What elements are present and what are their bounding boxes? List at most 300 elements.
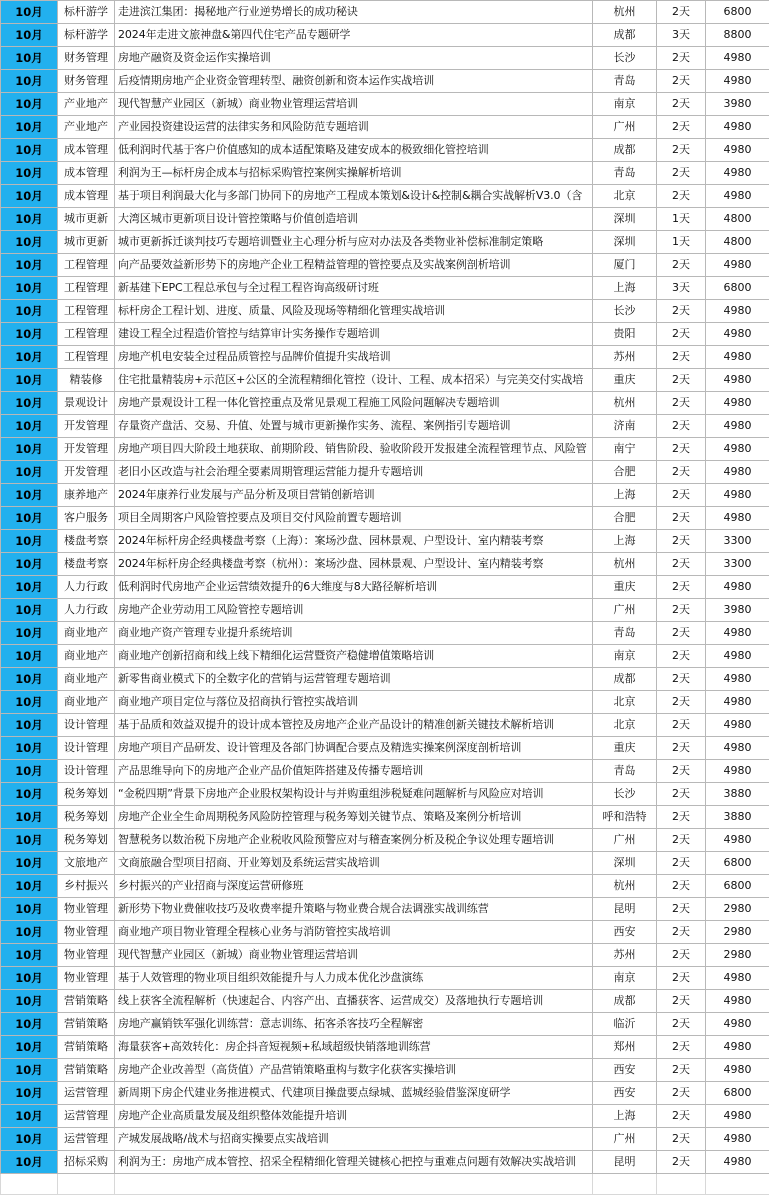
course-title-cell[interactable]: 商业地产项目物业管理全程核心业务与消防管控实战培训 [115,921,593,944]
category-cell[interactable]: 设计管理 [58,714,115,737]
month-cell[interactable]: 10月 [1,714,58,737]
table-row[interactable] [1,668,769,691]
table-row[interactable] [1,806,769,829]
duration-cell[interactable]: 2天 [657,875,706,898]
city-cell[interactable]: 成都 [593,24,657,47]
city-cell[interactable]: 上海 [593,530,657,553]
category-cell[interactable]: 物业管理 [58,967,115,990]
category-cell[interactable]: 成本管理 [58,185,115,208]
table-row[interactable] [1,24,769,47]
category-cell[interactable]: 产业地产 [58,93,115,116]
price-cell[interactable]: 4800 [706,231,769,254]
city-cell[interactable]: 西安 [593,921,657,944]
table-row[interactable] [1,1036,769,1059]
table-row[interactable] [1,599,769,622]
month-cell[interactable]: 10月 [1,93,58,116]
price-cell[interactable]: 4980 [706,668,769,691]
city-cell[interactable]: 昆明 [593,898,657,921]
course-title-cell[interactable]: 房地产企业全生命周期税务风险防控管理与税务筹划关键节点、策略及案例分析培训 [115,806,593,829]
course-title-cell[interactable]: 现代智慧产业园区（新城）商业物业管理运营培训 [115,93,593,116]
month-cell[interactable]: 10月 [1,162,58,185]
city-cell[interactable]: 北京 [593,691,657,714]
course-title-cell[interactable]: 基于品质和效益双提升的设计成本管控及房地产企业产品设计的精准创新关键技术解析培训 [115,714,593,737]
city-cell[interactable]: 苏州 [593,944,657,967]
table-row[interactable] [1,760,769,783]
city-cell[interactable]: 广州 [593,1128,657,1151]
price-cell[interactable]: 3300 [706,530,769,553]
course-title-cell[interactable]: 基于项目利润最大化与多部门协同下的房地产工程成本策划&设计&控制&耦合实战解析V3.0（含 [115,185,593,208]
price-cell[interactable]: 4980 [706,47,769,70]
month-cell[interactable]: 10月 [1,116,58,139]
category-cell[interactable]: 城市更新 [58,208,115,231]
table-row[interactable] [1,415,769,438]
month-cell[interactable]: 10月 [1,737,58,760]
table-row[interactable] [1,139,769,162]
duration-cell[interactable]: 2天 [657,806,706,829]
price-cell[interactable]: 4980 [706,185,769,208]
city-cell[interactable]: 青岛 [593,162,657,185]
table-row[interactable] [1,553,769,576]
course-title-cell[interactable]: 新形势下物业费催收技巧及收费率提升策略与物业费合规合法调涨实战训练营 [115,898,593,921]
category-cell[interactable]: 标杆游学 [58,1,115,24]
duration-cell[interactable]: 2天 [657,300,706,323]
duration-cell[interactable]: 2天 [657,47,706,70]
category-cell[interactable]: 楼盘考察 [58,553,115,576]
course-title-cell[interactable]: 存量资产盘活、交易、升值、处置与城市更新操作实务、流程、案例指引专题培训 [115,415,593,438]
month-cell[interactable]: 10月 [1,944,58,967]
table-row[interactable] [1,875,769,898]
duration-cell[interactable]: 2天 [657,438,706,461]
duration-cell[interactable]: 2天 [657,484,706,507]
table-row[interactable] [1,944,769,967]
city-cell[interactable]: 合肥 [593,461,657,484]
price-cell[interactable]: 2980 [706,944,769,967]
duration-cell[interactable]: 2天 [657,783,706,806]
course-title-cell[interactable]: 2024年走进文旅神盘&第四代住宅产品专题研学 [115,24,593,47]
table-row[interactable] [1,622,769,645]
course-title-cell[interactable]: 线上获客全流程解析（快速起合、内容产出、直播获客、运营成交）及落地执行专题培训 [115,990,593,1013]
category-cell[interactable]: 物业管理 [58,944,115,967]
category-cell[interactable]: 工程管理 [58,277,115,300]
month-cell[interactable]: 10月 [1,645,58,668]
category-cell[interactable]: 税务筹划 [58,829,115,852]
price-cell[interactable]: 4980 [706,507,769,530]
category-cell[interactable]: 开发管理 [58,438,115,461]
price-cell[interactable]: 4980 [706,484,769,507]
course-title-cell[interactable]: 房地产企业改善型（高货值）产品营销策略重构与数字化获客实操培训 [115,1059,593,1082]
table-row[interactable] [1,70,769,93]
price-cell[interactable]: 3980 [706,599,769,622]
category-cell[interactable]: 产业地产 [58,116,115,139]
price-cell[interactable]: 4980 [706,576,769,599]
month-cell[interactable]: 10月 [1,1128,58,1151]
duration-cell[interactable]: 3天 [657,24,706,47]
course-title-cell[interactable]: 向产品要效益新形势下的房地产企业工程精益管理的管控要点及实战案例剖析培训 [115,254,593,277]
category-cell[interactable]: 物业管理 [58,898,115,921]
duration-cell[interactable]: 2天 [657,829,706,852]
category-cell[interactable]: 运营管理 [58,1082,115,1105]
category-cell[interactable]: 精装修 [58,369,115,392]
category-cell[interactable]: 营销策略 [58,1059,115,1082]
price-cell[interactable]: 4980 [706,116,769,139]
month-cell[interactable]: 10月 [1,806,58,829]
month-cell[interactable]: 10月 [1,1105,58,1128]
city-cell[interactable]: 西安 [593,1059,657,1082]
month-cell[interactable]: 10月 [1,530,58,553]
table-row[interactable] [1,300,769,323]
category-cell[interactable]: 标杆游学 [58,24,115,47]
month-cell[interactable]: 10月 [1,829,58,852]
duration-cell[interactable]: 2天 [657,898,706,921]
duration-cell[interactable]: 2天 [657,369,706,392]
price-cell[interactable]: 4980 [706,967,769,990]
table-row[interactable] [1,461,769,484]
duration-cell[interactable]: 2天 [657,576,706,599]
category-cell[interactable]: 文旅地产 [58,852,115,875]
price-cell[interactable]: 4980 [706,1151,769,1174]
price-cell[interactable]: 4980 [706,70,769,93]
price-cell[interactable]: 4980 [706,714,769,737]
table-row[interactable] [1,783,769,806]
course-title-cell[interactable]: 房地产赢销铁军强化训练营：意志训练、拓客杀客技巧全程解密 [115,1013,593,1036]
price-cell[interactable]: 4980 [706,1128,769,1151]
month-cell[interactable]: 10月 [1,898,58,921]
month-cell[interactable]: 10月 [1,599,58,622]
duration-cell[interactable]: 2天 [657,323,706,346]
category-cell[interactable]: 运营管理 [58,1105,115,1128]
table-row[interactable] [1,898,769,921]
table-row[interactable] [1,277,769,300]
table-row[interactable] [1,990,769,1013]
price-cell[interactable]: 4980 [706,346,769,369]
month-cell[interactable]: 10月 [1,576,58,599]
month-cell[interactable]: 10月 [1,507,58,530]
city-cell[interactable]: 南宁 [593,438,657,461]
course-title-cell[interactable]: 项目全周期客户风险管控要点及项目交付风险前置专题培训 [115,507,593,530]
table-row[interactable] [1,530,769,553]
duration-cell[interactable]: 2天 [657,1151,706,1174]
duration-cell[interactable]: 1天 [657,208,706,231]
month-cell[interactable]: 10月 [1,760,58,783]
month-cell[interactable]: 10月 [1,415,58,438]
duration-cell[interactable]: 2天 [657,691,706,714]
price-cell[interactable]: 4980 [706,369,769,392]
city-cell[interactable]: 广州 [593,599,657,622]
month-cell[interactable]: 10月 [1,392,58,415]
price-cell[interactable]: 4980 [706,461,769,484]
table-row[interactable] [1,185,769,208]
price-cell[interactable]: 2980 [706,921,769,944]
price-cell[interactable]: 6800 [706,1082,769,1105]
duration-cell[interactable]: 2天 [657,116,706,139]
category-cell[interactable]: 客户服务 [58,507,115,530]
duration-cell[interactable]: 2天 [657,392,706,415]
category-cell[interactable]: 营销策略 [58,990,115,1013]
duration-cell[interactable]: 2天 [657,461,706,484]
course-title-cell[interactable]: “金税四期”背景下房地产企业股权架构设计与并购重组涉税疑难问题解析与风险应对培训 [115,783,593,806]
duration-cell[interactable]: 2天 [657,990,706,1013]
table-row[interactable] [1,507,769,530]
duration-cell[interactable]: 2天 [657,1013,706,1036]
price-cell[interactable]: 3300 [706,553,769,576]
course-title-cell[interactable]: 房地产企业高质量发展及组织整体效能提升培训 [115,1105,593,1128]
price-cell[interactable]: 4980 [706,645,769,668]
empty-cell[interactable] [593,1174,657,1195]
price-cell[interactable]: 4980 [706,622,769,645]
category-cell[interactable]: 成本管理 [58,139,115,162]
price-cell[interactable]: 4980 [706,392,769,415]
city-cell[interactable]: 深圳 [593,852,657,875]
category-cell[interactable]: 工程管理 [58,300,115,323]
duration-cell[interactable]: 2天 [657,1082,706,1105]
category-cell[interactable]: 楼盘考察 [58,530,115,553]
category-cell[interactable]: 设计管理 [58,760,115,783]
table-row[interactable] [1,116,769,139]
empty-cell[interactable] [706,1174,769,1195]
course-title-cell[interactable]: 建设工程全过程造价管控与结算审计实务操作专题培训 [115,323,593,346]
city-cell[interactable]: 南京 [593,93,657,116]
month-cell[interactable]: 10月 [1,484,58,507]
duration-cell[interactable]: 2天 [657,599,706,622]
duration-cell[interactable]: 2天 [657,1036,706,1059]
price-cell[interactable]: 3880 [706,783,769,806]
category-cell[interactable]: 税务筹划 [58,806,115,829]
course-title-cell[interactable]: 乡村振兴的产业招商与深度运营研修班 [115,875,593,898]
month-cell[interactable]: 10月 [1,668,58,691]
category-cell[interactable]: 运营管理 [58,1128,115,1151]
empty-row[interactable] [1,1174,769,1195]
month-cell[interactable]: 10月 [1,24,58,47]
month-cell[interactable]: 10月 [1,1082,58,1105]
city-cell[interactable]: 上海 [593,484,657,507]
table-row[interactable] [1,737,769,760]
price-cell[interactable]: 4980 [706,829,769,852]
course-title-cell[interactable]: 房地产项目四大阶段土地获取、前期阶段、销售阶段、验收阶段开发报建全流程管理节点、风险管 [115,438,593,461]
month-cell[interactable]: 10月 [1,139,58,162]
month-cell[interactable]: 10月 [1,461,58,484]
city-cell[interactable]: 重庆 [593,369,657,392]
category-cell[interactable]: 景观设计 [58,392,115,415]
empty-cell[interactable] [58,1174,115,1195]
table-row[interactable] [1,645,769,668]
course-title-cell[interactable]: 2024年康养行业发展与产品分析及项目营销创新培训 [115,484,593,507]
course-title-cell[interactable]: 住宅批量精装房+示范区+公区的全流程精细化管控（设计、工程、成本招采）与完美交付实战培 [115,369,593,392]
city-cell[interactable]: 苏州 [593,346,657,369]
course-title-cell[interactable]: 低利润时代房地产企业运营绩效提升的6大维度与8大路径解析培训 [115,576,593,599]
city-cell[interactable]: 呼和浩特 [593,806,657,829]
table-row[interactable] [1,691,769,714]
duration-cell[interactable]: 2天 [657,1105,706,1128]
course-title-cell[interactable]: 产品思维导向下的房地产企业产品价值矩阵搭建及传播专题培训 [115,760,593,783]
duration-cell[interactable]: 2天 [657,967,706,990]
course-title-cell[interactable]: 利润为王：房地产成本管控、招采全程精细化管理关键核心把控与重难点问题有效解决实战培训 [115,1151,593,1174]
category-cell[interactable]: 开发管理 [58,461,115,484]
course-title-cell[interactable]: 海量获客+高效转化：房企抖音短视频+私域超级快销落地训练营 [115,1036,593,1059]
city-cell[interactable]: 郑州 [593,1036,657,1059]
course-title-cell[interactable]: 房地产项目产品研发、设计管理及各部门协调配合要点及精选实操案例深度剖析培训 [115,737,593,760]
table-row[interactable] [1,484,769,507]
table-row[interactable] [1,1082,769,1105]
duration-cell[interactable]: 2天 [657,921,706,944]
table-row[interactable] [1,231,769,254]
price-cell[interactable]: 4980 [706,323,769,346]
table-row[interactable] [1,254,769,277]
category-cell[interactable]: 设计管理 [58,737,115,760]
city-cell[interactable]: 青岛 [593,622,657,645]
category-cell[interactable]: 税务筹划 [58,783,115,806]
course-title-cell[interactable]: 产城发展战略/战术与招商实操要点实战培训 [115,1128,593,1151]
month-cell[interactable]: 10月 [1,990,58,1013]
course-title-cell[interactable]: 标杆房企工程计划、进度、质量、风险及现场等精细化管理实战培训 [115,300,593,323]
empty-cell[interactable] [1,1174,58,1195]
city-cell[interactable]: 重庆 [593,737,657,760]
category-cell[interactable]: 物业管理 [58,921,115,944]
city-cell[interactable]: 北京 [593,185,657,208]
duration-cell[interactable]: 2天 [657,944,706,967]
price-cell[interactable]: 4980 [706,415,769,438]
month-cell[interactable]: 10月 [1,300,58,323]
table-row[interactable] [1,576,769,599]
month-cell[interactable]: 10月 [1,277,58,300]
city-cell[interactable]: 杭州 [593,392,657,415]
price-cell[interactable]: 4980 [706,1036,769,1059]
duration-cell[interactable]: 2天 [657,139,706,162]
table-row[interactable] [1,1013,769,1036]
category-cell[interactable]: 营销策略 [58,1013,115,1036]
city-cell[interactable]: 南京 [593,967,657,990]
city-cell[interactable]: 成都 [593,139,657,162]
table-row[interactable] [1,921,769,944]
table-row[interactable] [1,1151,769,1174]
price-cell[interactable]: 6800 [706,852,769,875]
city-cell[interactable]: 北京 [593,714,657,737]
course-title-cell[interactable]: 老旧小区改造与社会治理全要素周期管理运营能力提升专题培训 [115,461,593,484]
city-cell[interactable]: 合肥 [593,507,657,530]
city-cell[interactable]: 杭州 [593,1,657,24]
course-title-cell[interactable]: 2024年标杆房企经典楼盘考察（上海）：案场沙盘、园林景观、户型设计、室内精装考察 [115,530,593,553]
city-cell[interactable]: 广州 [593,829,657,852]
price-cell[interactable]: 4800 [706,208,769,231]
price-cell[interactable]: 4980 [706,139,769,162]
month-cell[interactable]: 10月 [1,208,58,231]
category-cell[interactable]: 招标采购 [58,1151,115,1174]
price-cell[interactable]: 4980 [706,737,769,760]
course-title-cell[interactable]: 新周期下房企代建业务推进模式、代建项目操盘要点绿城、蓝城经验借鉴深度研学 [115,1082,593,1105]
month-cell[interactable]: 10月 [1,967,58,990]
table-row[interactable] [1,1128,769,1151]
price-cell[interactable]: 4980 [706,691,769,714]
duration-cell[interactable]: 3天 [657,277,706,300]
month-cell[interactable]: 10月 [1,47,58,70]
table-row[interactable] [1,208,769,231]
month-cell[interactable]: 10月 [1,438,58,461]
duration-cell[interactable]: 2天 [657,1,706,24]
category-cell[interactable]: 商业地产 [58,622,115,645]
course-title-cell[interactable]: 新基建下EPC工程总承包与全过程工程咨询高级研讨班 [115,277,593,300]
course-title-cell[interactable]: 城市更新拆迁谈判技巧专题培训暨业主心理分析与应对办法及各类物业补偿标准制定策略 [115,231,593,254]
course-title-cell[interactable]: 智慧税务以数治税下房地产企业税收风险预警应对与稽查案例分析及税企争议处理专题培训 [115,829,593,852]
month-cell[interactable]: 10月 [1,1036,58,1059]
table-row[interactable] [1,714,769,737]
table-row[interactable] [1,967,769,990]
course-title-cell[interactable]: 房地产企业劳动用工风险管控专题培训 [115,599,593,622]
duration-cell[interactable]: 2天 [657,668,706,691]
month-cell[interactable]: 10月 [1,185,58,208]
month-cell[interactable]: 10月 [1,622,58,645]
course-title-cell[interactable]: 房地产景观设计工程一体化管控重点及常见景观工程施工风险问题解决专题培训 [115,392,593,415]
price-cell[interactable]: 4980 [706,254,769,277]
duration-cell[interactable]: 2天 [657,415,706,438]
table-row[interactable] [1,162,769,185]
duration-cell[interactable]: 2天 [657,714,706,737]
month-cell[interactable]: 10月 [1,691,58,714]
category-cell[interactable]: 人力行政 [58,599,115,622]
duration-cell[interactable]: 2天 [657,346,706,369]
city-cell[interactable]: 成都 [593,668,657,691]
table-row[interactable] [1,438,769,461]
course-title-cell[interactable]: 现代智慧产业园区（新城）商业物业管理运营培训 [115,944,593,967]
table-row[interactable] [1,852,769,875]
course-title-cell[interactable]: 走进滨江集团：揭秘地产行业逆势增长的成功秘诀 [115,1,593,24]
table-row[interactable] [1,93,769,116]
month-cell[interactable]: 10月 [1,369,58,392]
duration-cell[interactable]: 2天 [657,622,706,645]
table-row[interactable] [1,323,769,346]
table-row[interactable] [1,1,769,24]
category-cell[interactable]: 商业地产 [58,645,115,668]
city-cell[interactable]: 长沙 [593,783,657,806]
table-row[interactable] [1,346,769,369]
price-cell[interactable]: 4980 [706,1059,769,1082]
category-cell[interactable]: 财务管理 [58,70,115,93]
course-title-cell[interactable]: 产业园投资建设运营的法律实务和风险防范专题培训 [115,116,593,139]
city-cell[interactable]: 成都 [593,990,657,1013]
month-cell[interactable]: 10月 [1,254,58,277]
category-cell[interactable]: 城市更新 [58,231,115,254]
course-title-cell[interactable]: 商业地产创新招商和线上线下精细化运营暨资产稳健增值策略培训 [115,645,593,668]
month-cell[interactable]: 10月 [1,231,58,254]
table-row[interactable] [1,1059,769,1082]
course-title-cell[interactable]: 基于人效管理的物业项目组织效能提升与人力成本优化沙盘演练 [115,967,593,990]
city-cell[interactable]: 广州 [593,116,657,139]
table-row[interactable] [1,392,769,415]
month-cell[interactable]: 10月 [1,1059,58,1082]
month-cell[interactable]: 10月 [1,875,58,898]
course-title-cell[interactable]: 2024年标杆房企经典楼盘考察（杭州）：案场沙盘、园林景观、户型设计、室内精装考察 [115,553,593,576]
category-cell[interactable]: 工程管理 [58,323,115,346]
city-cell[interactable]: 长沙 [593,47,657,70]
course-title-cell[interactable]: 商业地产项目定位与落位及招商执行管控实战培训 [115,691,593,714]
table-row[interactable] [1,47,769,70]
city-cell[interactable]: 重庆 [593,576,657,599]
duration-cell[interactable]: 2天 [657,162,706,185]
duration-cell[interactable]: 2天 [657,254,706,277]
city-cell[interactable]: 青岛 [593,760,657,783]
city-cell[interactable]: 深圳 [593,231,657,254]
price-cell[interactable]: 4980 [706,990,769,1013]
city-cell[interactable]: 济南 [593,415,657,438]
city-cell[interactable]: 贵阳 [593,323,657,346]
price-cell[interactable]: 2980 [706,898,769,921]
course-title-cell[interactable]: 大湾区城市更新项目设计管控策略与价值创造培训 [115,208,593,231]
price-cell[interactable]: 6800 [706,875,769,898]
duration-cell[interactable]: 2天 [657,645,706,668]
price-cell[interactable]: 3980 [706,93,769,116]
duration-cell[interactable]: 2天 [657,737,706,760]
category-cell[interactable]: 商业地产 [58,668,115,691]
month-cell[interactable]: 10月 [1,323,58,346]
course-title-cell[interactable]: 低利润时代基于客户价值感知的成本适配策略及建安成本的极致细化管控培训 [115,139,593,162]
